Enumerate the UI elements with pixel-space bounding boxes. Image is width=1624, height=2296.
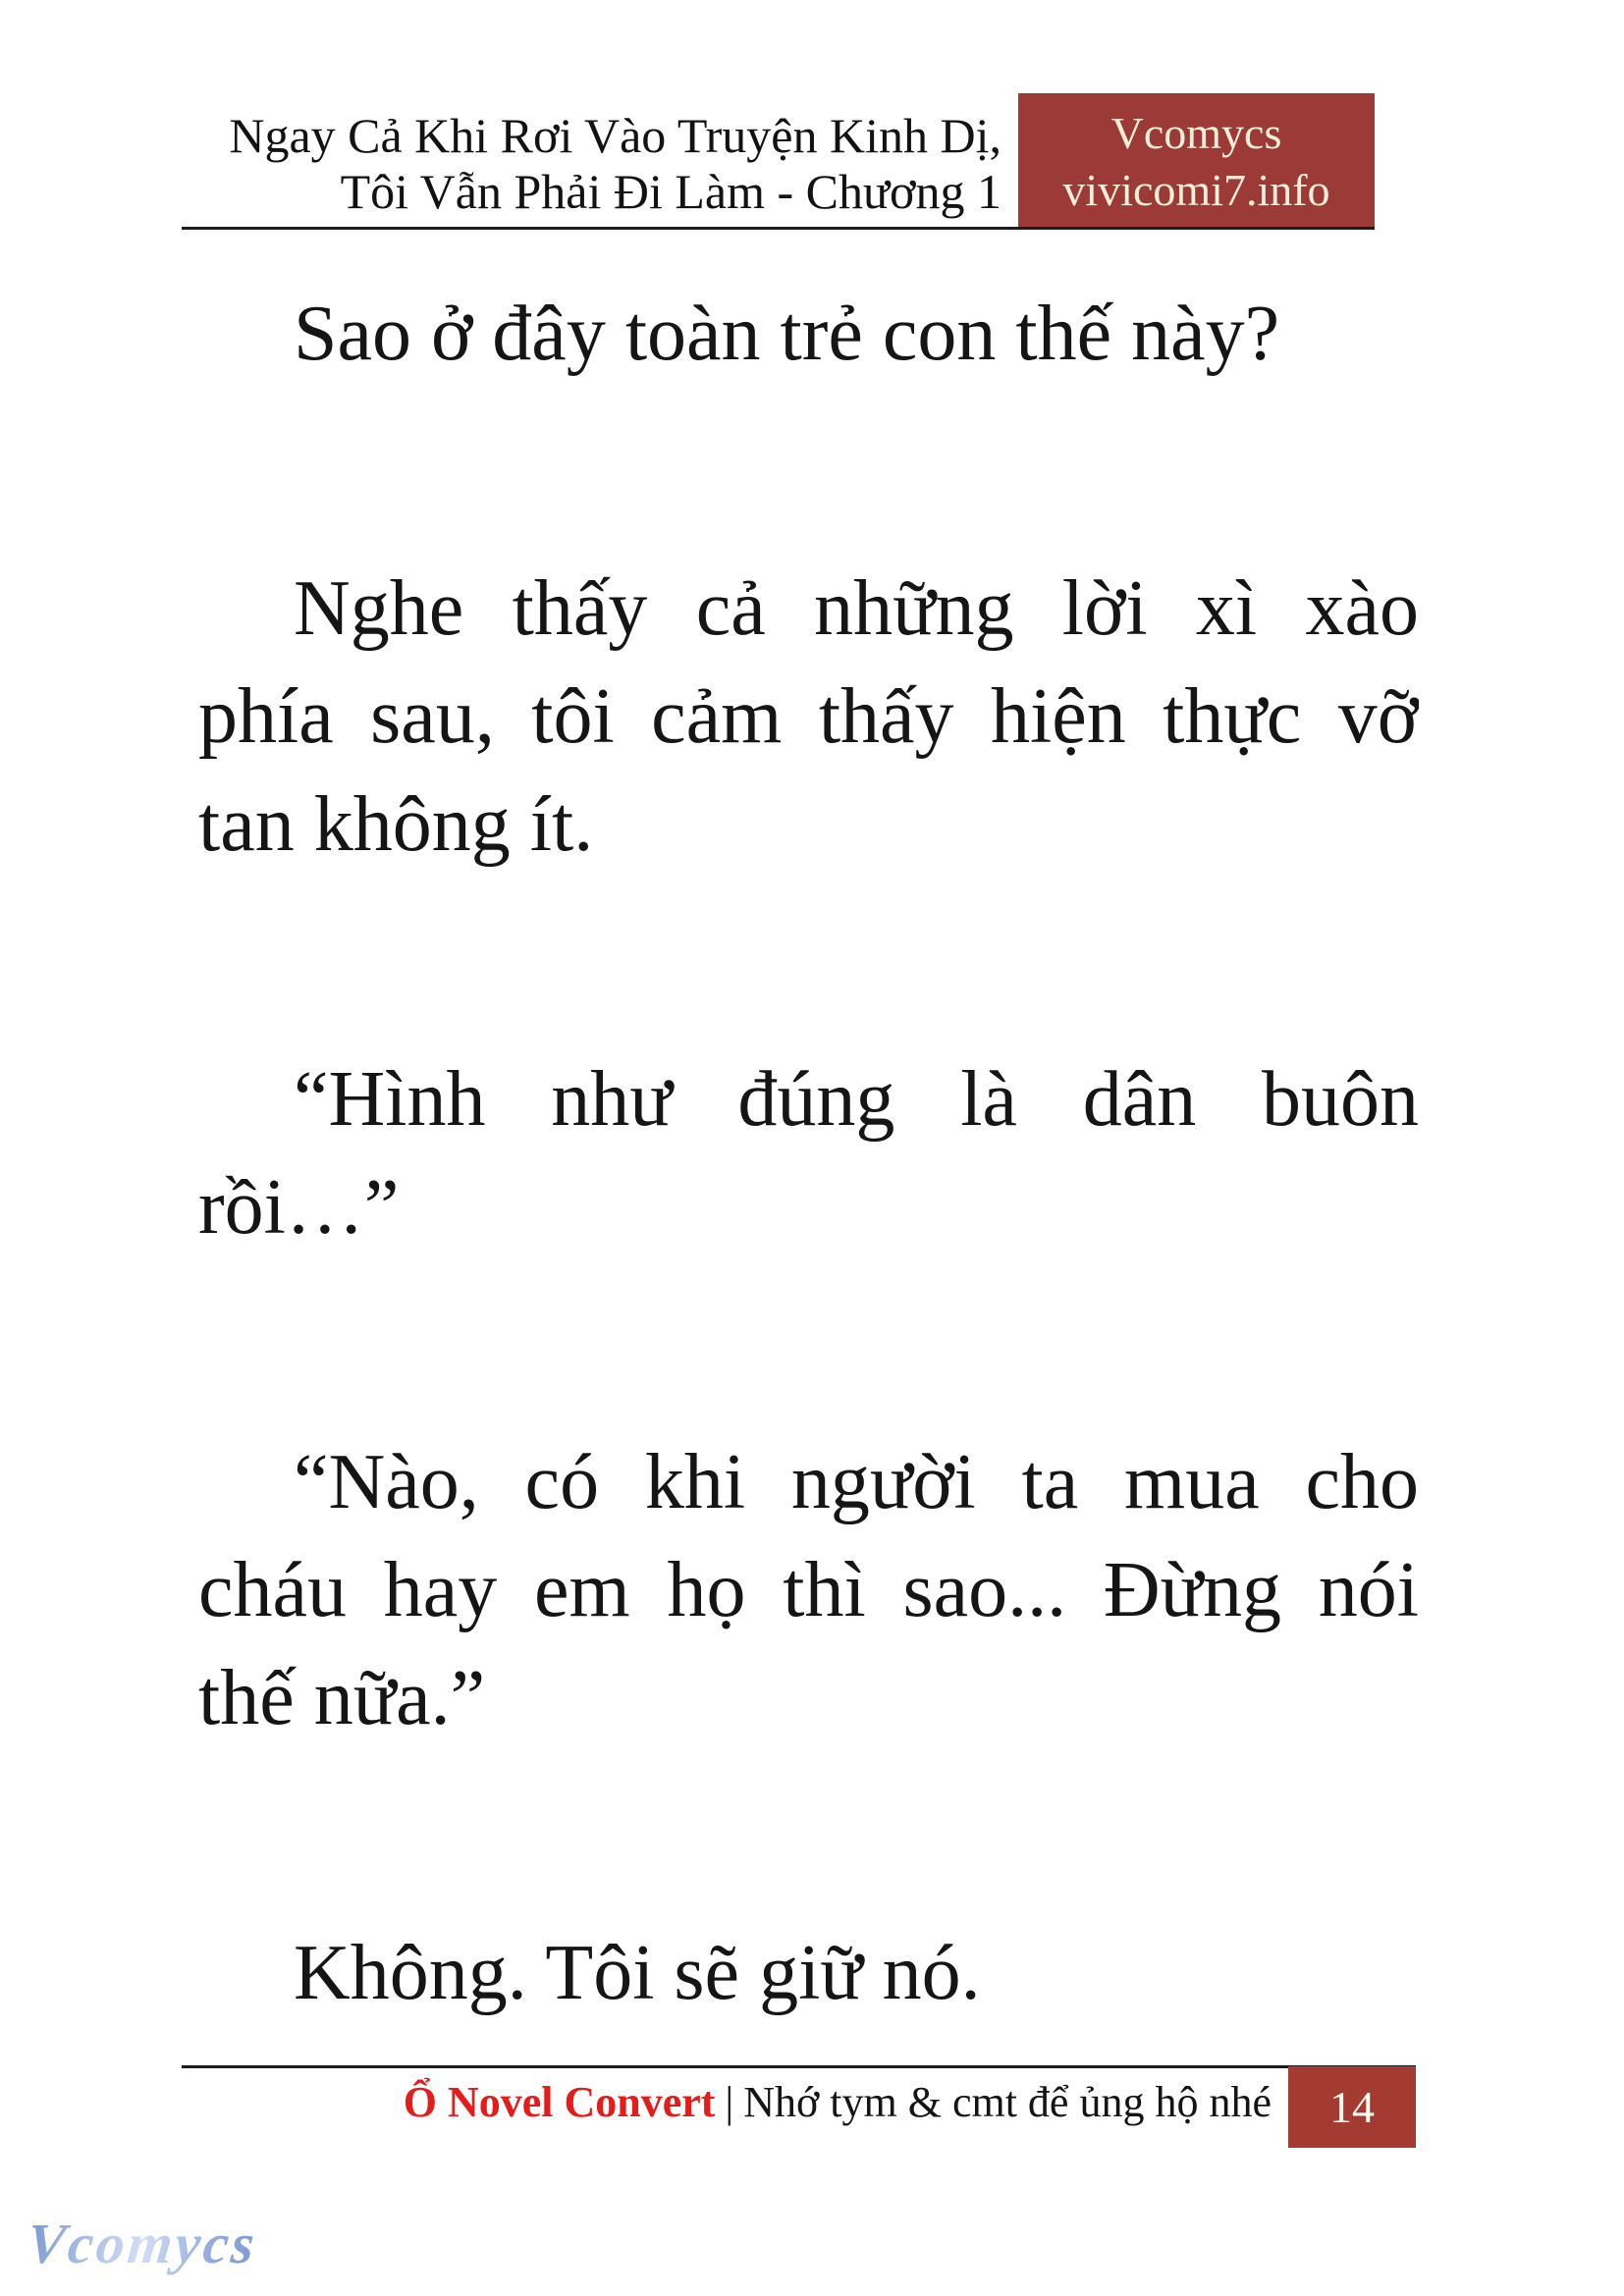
- paragraph-line: thế nữa.”: [198, 1655, 486, 1741]
- chapter-title-line2: Tôi Vẫn Phải Đi Làm - Chương 1: [340, 164, 1001, 219]
- paragraph: [198, 1919, 1419, 2027]
- paragraph-line: phía sau, tôi cảm thấy hiện thực vỡ: [198, 673, 1419, 760]
- footer-brand: Ổ Novel Convert: [403, 2078, 716, 2126]
- paragraph-line: Nghe thấy cả những lời xì xào: [294, 565, 1419, 652]
- site-badge: [1018, 93, 1375, 230]
- paragraph-line: tan không ít.: [198, 781, 594, 868]
- paragraph-line: cháu hay em họ thì sao... Đừng nói: [198, 1547, 1419, 1633]
- paragraph: [198, 555, 1419, 879]
- site-badge-url: vivicomi7.info: [1062, 164, 1330, 215]
- chapter-title: [167, 108, 1001, 220]
- footer-divider: [182, 2065, 1416, 2068]
- paragraph-line: Không. Tôi sẽ giữ nó.: [294, 1930, 981, 2016]
- page-number: 14: [1329, 2082, 1375, 2132]
- paragraph-line: “Hình như đúng là dân buôn: [294, 1056, 1419, 1143]
- paragraph-line: Sao ở đây toàn trẻ con thế này?: [294, 291, 1280, 377]
- footer-separator: |: [725, 2078, 734, 2126]
- header-divider: [182, 227, 1375, 230]
- footer-credit: [198, 2077, 1272, 2128]
- paragraph-line: “Nào, có khi người ta mua cho: [294, 1439, 1419, 1525]
- paragraph-line: rồi…”: [198, 1164, 400, 1251]
- page-number-box: [1288, 2066, 1416, 2148]
- vcomycs-watermark-logo: Vcomycs: [24, 2212, 261, 2275]
- paragraph: [198, 1428, 1419, 1752]
- paragraph: [198, 280, 1419, 388]
- paragraph: [198, 1045, 1419, 1261]
- footer-note: Nhớ tym & cmt để ủng hộ nhé: [743, 2078, 1272, 2126]
- chapter-title-line1: Ngay Cả Khi Rơi Vào Truyện Kinh Dị,: [229, 108, 1001, 163]
- site-badge-name: Vcomycs: [1110, 107, 1282, 158]
- body-text: [198, 280, 1419, 2194]
